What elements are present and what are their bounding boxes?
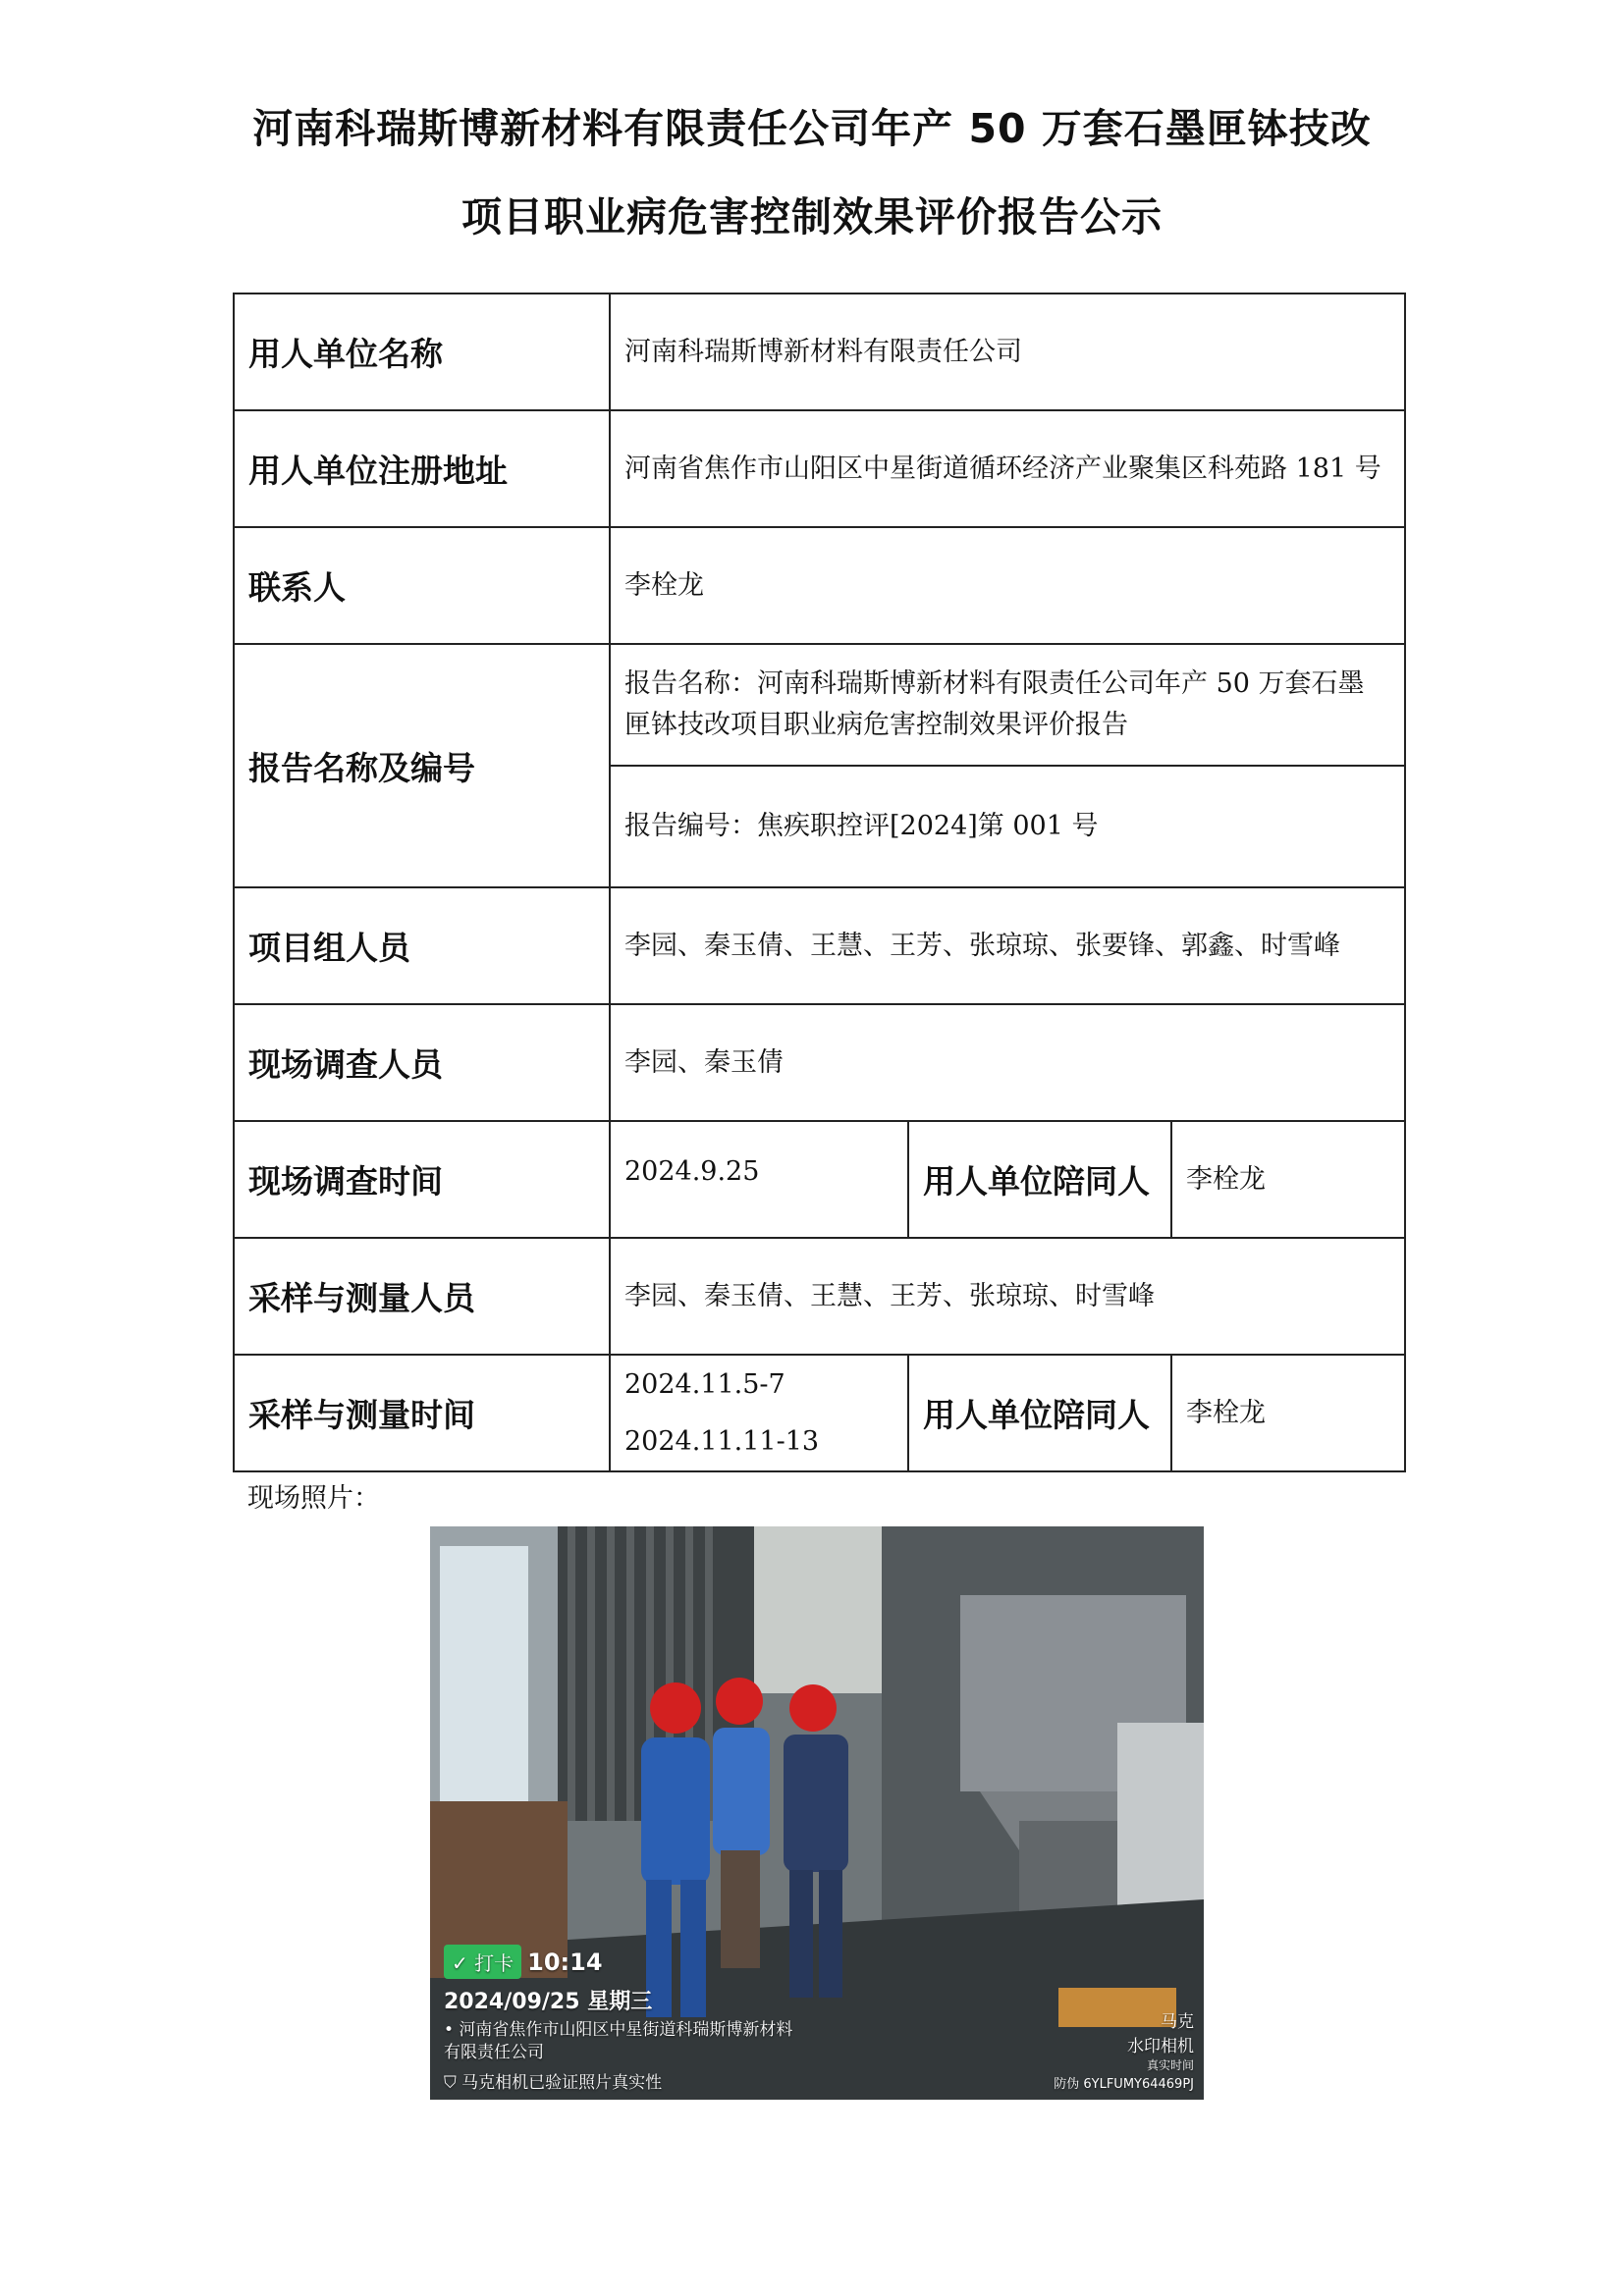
document-title-line1: 河南科瑞斯博新材料有限责任公司年产 50 万套石墨匣钵技改 [252,105,1372,152]
employer-name-label: 用人单位名称 [234,294,610,410]
sampling-staff-label: 采样与测量人员 [234,1238,610,1355]
site-photo [430,1526,1204,2100]
verify-text: 马克相机已验证照片真实性 [461,2073,663,2093]
site-time-label: 现场调查时间 [234,1121,610,1238]
sampling-time-range-2: 2024.11.11-13 [624,1425,820,1457]
document-title-line2: 项目职业病危害控制效果评价报告公示 [461,193,1163,240]
checkin-stamp [444,1945,797,2093]
table-row [234,1121,1405,1238]
team-label: 项目组人员 [234,887,610,1004]
report-label: 报告名称及编号 [234,644,610,887]
table-row [234,1355,1405,1471]
checkin-time: 10:14 [527,1949,603,1976]
watermark-tag: 真实时间 [1146,2058,1194,2072]
site-staff-label: 现场调查人员 [234,1004,610,1121]
table-row [234,1004,1405,1121]
report-name-value: 报告名称：河南科瑞斯博新材料有限责任公司年产 50 万套石墨匣钵技改项目职业病危害控制效果评价报告 [610,644,1405,766]
shield-check-icon: ⛉ [444,2073,457,2093]
photo-label: 现场照片： [247,1483,380,1514]
checkin-badge: ✓ 打卡 [444,1945,521,1979]
watermark-brand-1: 马克 [1161,2012,1194,2032]
checkin-address-text: 河南省焦作市山阳区中星街道科瑞斯博新材料有限责任公司 [444,2020,793,2062]
table-row [234,887,1405,1004]
info-table [233,293,1406,1472]
contact-value: 李栓龙 [610,527,1405,644]
checkin-address [444,2019,797,2064]
checkin-date: 2024/09/25 星期三 [444,1990,653,2014]
table-row [234,294,1405,410]
sampling-staff-value: 李园、秦玉倩、王慧、王芳、张琼琼、时雪峰 [610,1238,1405,1355]
table-row [234,410,1405,527]
table-row [234,527,1405,644]
site-companion-label: 用人单位陪同人 [908,1121,1171,1238]
sampling-time-label: 采样与测量时间 [234,1355,610,1471]
location-pin-icon: • [444,2020,455,2040]
watermark-brand-2: 水印相机 [1127,2037,1194,2056]
employer-address-label: 用人单位注册地址 [234,410,610,527]
table-row [234,1238,1405,1355]
watermark-code: 防伪 6YLFUMY64469PJ [1054,2077,1194,2092]
report-number-value: 报告编号：焦疾职控评[2024]第 001 号 [610,766,1405,887]
site-companion-value: 李栓龙 [1171,1121,1405,1238]
table-row [234,644,1405,766]
sampling-time-value [610,1355,908,1471]
team-value: 李园、秦玉倩、王慧、王芳、张琼琼、张要锋、郭鑫、时雪峰 [610,887,1405,1004]
contact-label: 联系人 [234,527,610,644]
camera-watermark [1054,2007,1194,2092]
sampling-companion-label: 用人单位陪同人 [908,1355,1171,1471]
employer-name-value: 河南科瑞斯博新材料有限责任公司 [610,294,1405,410]
site-time-value: 2024.9.25 [610,1121,908,1238]
verify-line [444,2068,797,2093]
employer-address-value: 河南省焦作市山阳区中星街道循环经济产业聚集区科苑路 181 号 [610,410,1405,527]
site-staff-value: 李园、秦玉倩 [610,1004,1405,1121]
sampling-companion-value: 李栓龙 [1171,1355,1405,1471]
sampling-time-range-1: 2024.11.5-7 [624,1368,785,1400]
